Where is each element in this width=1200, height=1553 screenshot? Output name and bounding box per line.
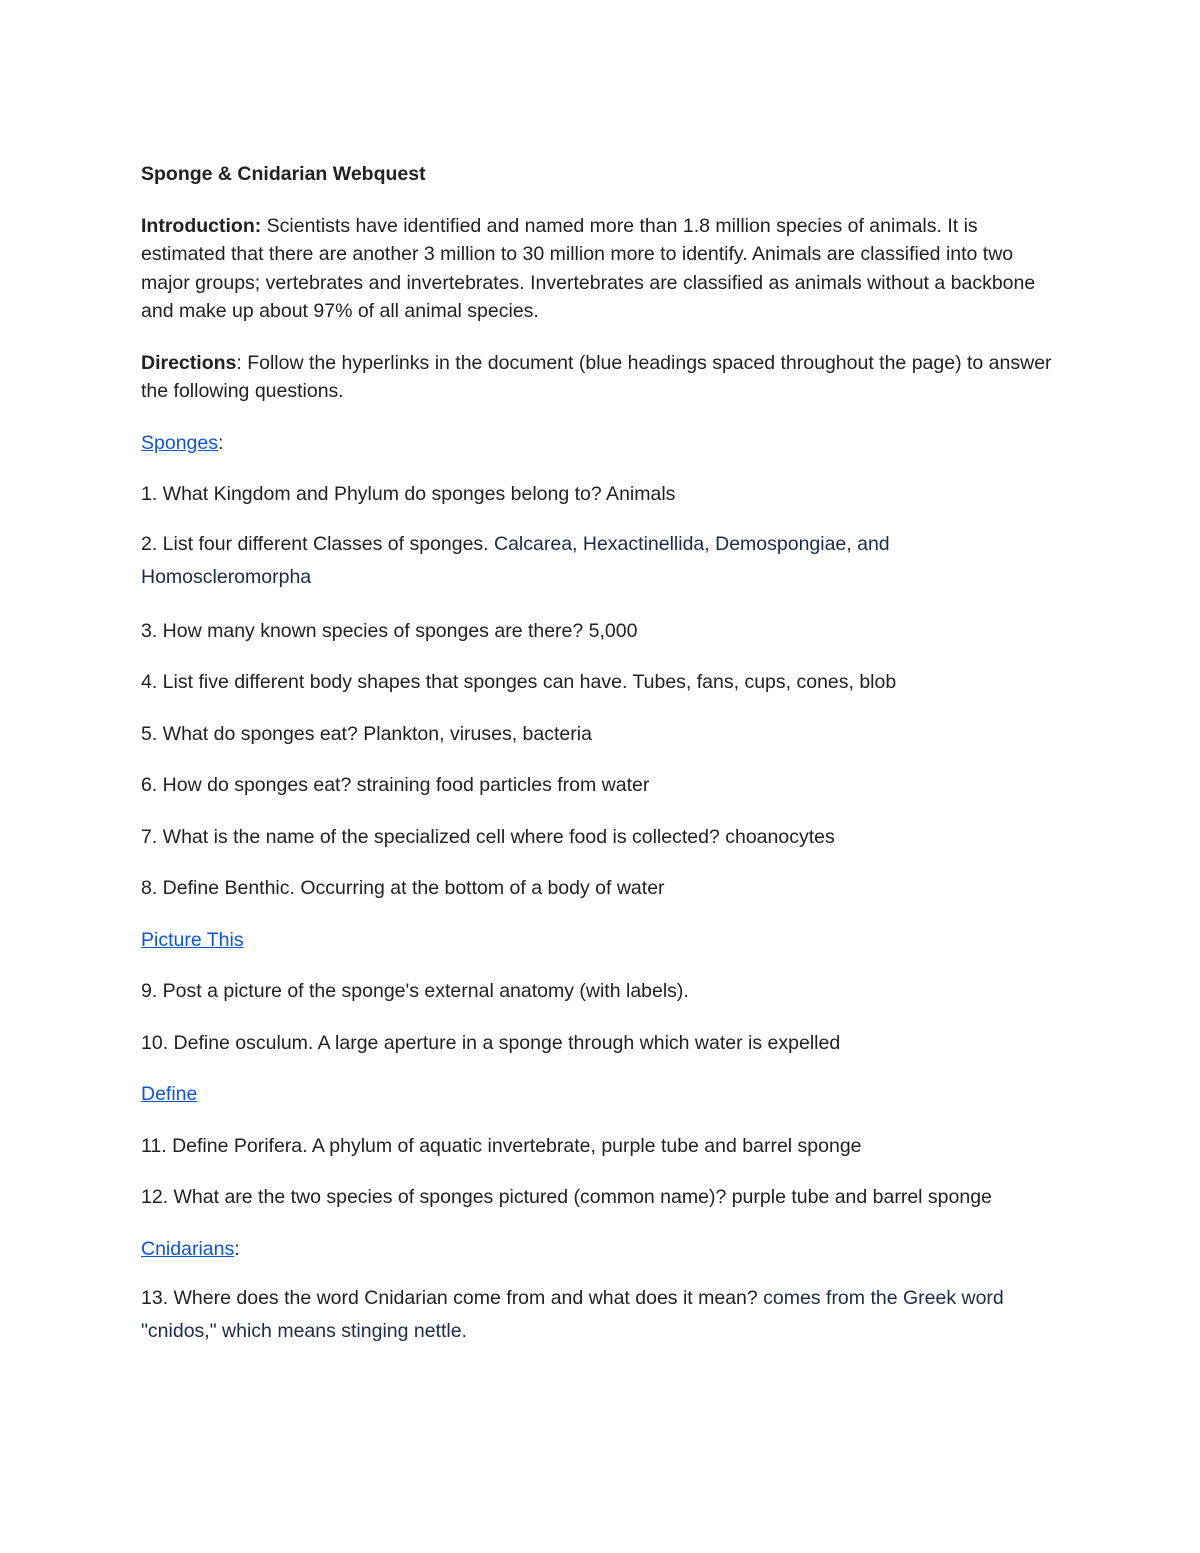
- define-heading: [141, 1080, 1056, 1109]
- question-11: 11. Define Porifera. A phylum of aquatic invertebrate, purple tube and barrel sponge: [141, 1134, 862, 1157]
- sponges-heading-suffix: :: [217, 431, 224, 454]
- question-9: 9. Post a picture of the sponge's external anatomy (with labels).: [141, 980, 689, 1002]
- question-5: 5. What do sponges eat? Plankton, viruses, bacteria: [141, 722, 592, 745]
- question-7: 7. What is the name of the specialized cell where food is collected? choanocytes: [141, 825, 835, 848]
- introduction-text: Scientists have identified and named more than 1.8 million species of animals. It is estimated that there are another 3 million to 30 million more to identify. Animals are classified into two major groups; vertebrates and invertebrates. Invertebrates are classified as animals without a backbone and make up about 97% of all animal species.: [141, 214, 1036, 322]
- question-10: 10. Define osculum. A large aperture in a sponge through which water is expelled: [141, 1031, 841, 1054]
- question-2-text: 2. List four different Classes of sponges.: [141, 532, 494, 555]
- question-12: 12. What are the two species of sponges pictured (common name)? purple tube and barrel sponge: [141, 1186, 992, 1208]
- sponges-heading: [141, 429, 1056, 458]
- introduction-paragraph: [141, 212, 1056, 326]
- question-13-text: 13. Where does the word Cnidarian come from and what does it mean?: [141, 1287, 764, 1309]
- question-2: [141, 528, 1056, 594]
- picture-this-heading: [141, 926, 1056, 955]
- picture-this-link[interactable]: Picture This: [141, 928, 244, 951]
- question-6: 6. How do sponges eat? straining food particles from water: [141, 774, 650, 796]
- introduction-label: Introduction:: [141, 214, 262, 237]
- cnidarians-link[interactable]: Cnidarians: [141, 1237, 235, 1260]
- cnidarians-heading-suffix: :: [234, 1237, 240, 1260]
- question-1: 1. What Kingdom and Phylum do sponges belong to? Animals: [141, 483, 676, 505]
- question-13: [141, 1282, 1056, 1348]
- question-13-answer: comes from the Greek word "cnidos," which means stinging nettle.: [141, 1287, 1004, 1342]
- document-page: [141, 160, 1056, 1371]
- document-title: Sponge & Cnidarian Webquest: [141, 163, 426, 185]
- question-3: 3. How many known species of sponges are there? 5,000: [141, 619, 638, 642]
- directions-label: Directions: [141, 351, 237, 374]
- question-2-answer: Calcarea, Hexactinellida, Demospongiae, and Homoscleromorpha: [141, 532, 890, 588]
- sponges-link[interactable]: Sponges: [141, 431, 218, 454]
- question-8: 8. Define Benthic. Occurring at the bottom of a body of water: [141, 877, 665, 899]
- directions-text: : Follow the hyperlinks in the document (blue headings spaced throughout the page) to answer the following questions.: [141, 351, 1052, 402]
- define-link[interactable]: Define: [141, 1083, 198, 1105]
- question-4: 4. List five different body shapes that sponges can have. Tubes, fans, cups, cones, blob: [141, 671, 897, 693]
- cnidarians-heading: [141, 1235, 1056, 1264]
- directions-paragraph: [141, 349, 1056, 406]
